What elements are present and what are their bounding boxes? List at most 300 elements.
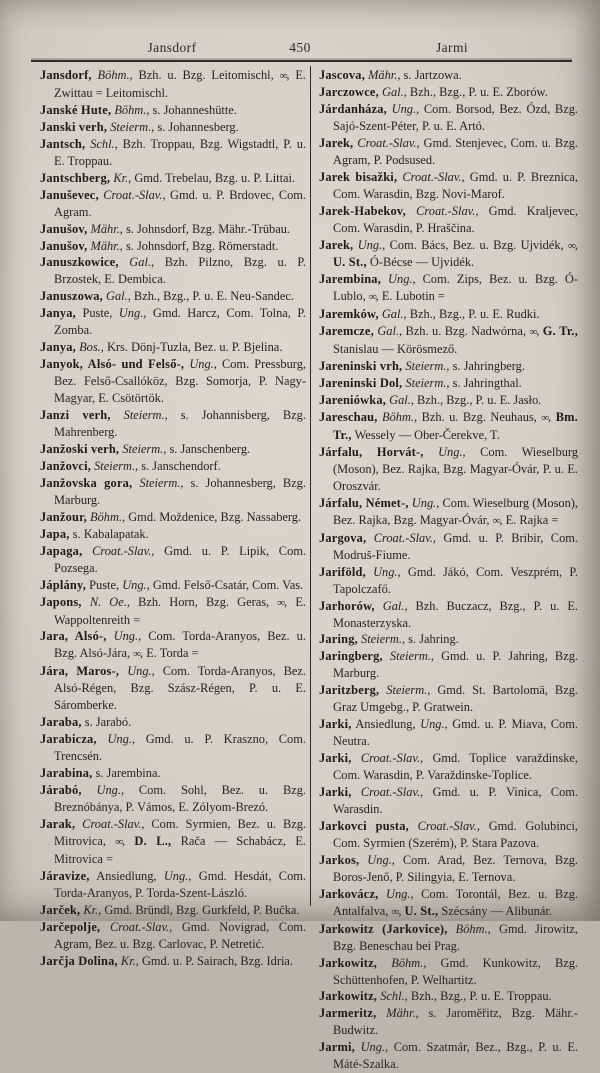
- region-abbreviation: Ung.,: [365, 564, 401, 579]
- gazetteer-entry: [40, 731, 306, 765]
- gazetteer-entry: [319, 988, 578, 1005]
- entry-text: Bzh., Bzg., P. u. E. Neu-Sandec.: [130, 289, 294, 304]
- gazetteer-entry: [40, 919, 306, 953]
- gazetteer-entry: [319, 750, 578, 784]
- gazetteer-entry: [40, 102, 306, 119]
- entry-text: Com. Sohl, Bez. u. Bzg. Breznóbánya, P. Vámos, E. Zólyom-Brezó.: [54, 783, 307, 814]
- region-abbreviation: Croat.-Slav.,: [98, 187, 166, 202]
- gazetteer-entry: [40, 254, 306, 288]
- entry-headword: Jarkowitz,: [319, 989, 378, 1004]
- gazetteer-entry: [40, 868, 306, 902]
- entry-text: s. Janschenberg.: [166, 441, 251, 456]
- entry-text: , E. Rajka =: [499, 512, 559, 527]
- region-abbreviation: Mähr.,: [87, 238, 123, 253]
- gazetteer-entry: [319, 784, 578, 818]
- entry-text: Wessely — Ober-Čerekve, T.: [351, 428, 500, 443]
- entry-text: Szécsány — Alibunár.: [438, 903, 552, 918]
- gazetteer-entry: [319, 852, 578, 886]
- gazetteer-entry: [40, 714, 306, 731]
- post-horn-icon: ∞: [277, 596, 285, 609]
- gazetteer-entry: [40, 577, 306, 594]
- entry-headword: Bm. Tr.,: [333, 410, 578, 443]
- header-rule: [31, 60, 572, 62]
- post-horn-icon: ∞: [133, 648, 140, 661]
- entry-text: Gmd. Jákó, Com. Veszprém, P. Tapolczafő.: [333, 564, 578, 596]
- entry-text: Bzh. u. Bzg. Neuhaus,: [417, 410, 542, 425]
- region-abbreviation: Croat.-Slav.,: [82, 543, 155, 558]
- entry-text: Ansiedlung,: [351, 717, 421, 732]
- region-abbreviation: Kr.,: [110, 170, 132, 185]
- entry-text: Rača — Schabácz, E. Mitrovica =: [54, 833, 306, 866]
- gazetteer-entry: [319, 169, 578, 203]
- gazetteer-entry: [319, 886, 578, 921]
- entry-text: Com. Bács, Bez. u. Bzg. Ujvidék,: [385, 237, 569, 252]
- entry-text: s. Johannisberg, Bzg. Mahrenberg.: [54, 408, 306, 440]
- entry-text: Gmd. Bründl, Bzg. Gurkfeld, P. Bučka.: [101, 902, 300, 917]
- region-abbreviation: Steierm.,: [110, 408, 168, 423]
- entry-headword: Jarmi,: [319, 1040, 355, 1055]
- region-abbreviation: Böhm.,: [111, 102, 150, 117]
- region-abbreviation: Gal.,: [374, 598, 408, 613]
- entry-text: Gmd. Golubinci, Com. Syrmien (Szerém), P. Stara Pazova.: [333, 818, 578, 850]
- entry-headword: Japa,: [40, 526, 70, 541]
- entry-text: Com. Wieselburg (Moson), Bez. Rajka, Bzg. Magyar-Óvár, P. u. E. Oroszvár.: [333, 444, 578, 493]
- gazetteer-entry: [40, 509, 306, 526]
- gazetteer-entry: [40, 305, 306, 339]
- running-head: [0, 40, 600, 58]
- entry-text: Ansiedlung,: [89, 868, 164, 883]
- entry-headword: Jaremcze,: [319, 324, 374, 339]
- region-abbreviation: Ung.,: [359, 852, 395, 867]
- region-abbreviation: Ung.,: [163, 868, 192, 883]
- entry-headword: D. L.,: [134, 833, 172, 848]
- gazetteer-entry: [40, 816, 306, 868]
- entry-headword: Jargova,: [319, 530, 367, 545]
- entry-text: Gmd. Trebelau, Bzg. u. P. Littai.: [131, 170, 296, 185]
- entry-text: Gmd. Kraljevec, Com. Warasdin, P. Hraščina.: [333, 203, 578, 235]
- entry-headword: Jaringberg,: [319, 649, 383, 664]
- entry-text: Gmd. Stenjevec, Com. u. Bzg. Agram, P. Podsused.: [333, 135, 578, 167]
- region-abbreviation: Böhm.,: [377, 955, 427, 970]
- gazetteer-entry: [319, 564, 578, 598]
- entry-text: Gmd. u. P. Kraszno, Com. Trencsén.: [54, 732, 306, 764]
- entry-text: Com. Pressburg, Bez. Felső-Csallóköz, Bzg. Somorja, P. Nagy-Magyar, E. Csötörtök.: [54, 357, 307, 406]
- region-abbreviation: Mähr.,: [376, 1006, 419, 1021]
- entry-headword: Januszowa,: [40, 289, 103, 304]
- gazetteer-entry: [40, 136, 306, 170]
- region-abbreviation: Steierm.,: [382, 649, 434, 664]
- region-abbreviation: Ung.,: [381, 272, 416, 287]
- region-abbreviation: Ung.,: [420, 717, 448, 732]
- region-abbreviation: Gal.,: [118, 255, 155, 270]
- entry-headword: Jarki,: [319, 717, 352, 732]
- entry-headword: Janušov,: [40, 238, 88, 253]
- gazetteer-entry: [319, 358, 578, 375]
- region-abbreviation: Schl.,: [377, 989, 408, 1004]
- gazetteer-entry: [319, 648, 578, 682]
- entry-text: Gmd. u. P. Jahring, Bzg. Marburg.: [333, 649, 578, 681]
- region-abbreviation: Croat.-Slav.,: [351, 751, 424, 766]
- entry-headword: Jarkowitz (Jarkovice),: [319, 921, 448, 936]
- running-head-left-word: Jansdorf: [147, 40, 197, 55]
- entry-text: Krs. Dönj-Tuzla, Bez. u. P. Bjelina.: [103, 340, 283, 355]
- gazetteer-entry: [319, 631, 578, 648]
- gazetteer-entry: [40, 339, 306, 356]
- entry-headword: Jarak,: [40, 816, 76, 831]
- entry-text: Stanislau — Körösmező.: [333, 342, 458, 357]
- post-horn-icon: ∞: [279, 70, 287, 82]
- region-abbreviation: Ung.,: [184, 357, 217, 372]
- gazetteer-entry: [40, 119, 306, 136]
- gazetteer-entry: [40, 765, 306, 782]
- entry-headword: Japons,: [40, 594, 82, 609]
- gazetteer-entry: [40, 356, 306, 407]
- gazetteer-entry: [40, 441, 306, 458]
- gazetteer-entry: [319, 444, 578, 495]
- region-abbreviation: Croat.-Slav.,: [351, 785, 424, 800]
- entry-text: , E. Torda =: [140, 646, 199, 661]
- entry-text: Puste,: [86, 577, 123, 592]
- post-horn-icon: ∞: [492, 514, 500, 527]
- entry-text: Bzh. Buczacz, Bzg., P. u. E. Monasterzyska.: [333, 598, 578, 630]
- entry-text: Com. Zips, Bez. u. Bzg. Ó-Lublo,: [333, 272, 578, 304]
- entry-headword: Jarček,: [40, 902, 81, 917]
- gazetteer-entry: [319, 955, 578, 989]
- entry-text: Bzh. Troppau, Bzg. Wigstadtl, P. u. E. Troppau.: [54, 136, 306, 168]
- entry-text: Puste,: [75, 306, 119, 321]
- running-head-right-word: Jarmi: [436, 40, 468, 55]
- entry-text: Gmd. Moždenice, Bzg. Nassaberg.: [125, 509, 302, 524]
- page-number: 450: [289, 40, 311, 55]
- region-abbreviation: Böhm.,: [91, 68, 133, 82]
- entry-text: Gmd. Harcz, Com. Tolna, P. Zomba.: [54, 306, 306, 338]
- region-abbreviation: Ung.,: [386, 101, 420, 116]
- entry-headword: Janya,: [40, 340, 76, 355]
- region-abbreviation: Steierm.,: [107, 119, 155, 134]
- entry-text: Bzh., Bzg., P. u. E. Zborów.: [406, 84, 548, 99]
- entry-headword: Járabó,: [40, 783, 82, 798]
- region-abbreviation: Ung.,: [122, 577, 150, 592]
- gazetteer-entry: [40, 663, 306, 714]
- text-column-left: [40, 67, 306, 970]
- post-horn-icon: ∞: [368, 291, 376, 304]
- entry-text: Bzh. u. Bzg. Nadwórna,: [402, 324, 530, 339]
- entry-text: Com. Szatmár, Bez., Bzg., P. u. E. Máté-Szalka.: [333, 1040, 578, 1072]
- entry-text: s. Jahringthal.: [449, 376, 522, 391]
- gazetteer-entry: [319, 392, 578, 409]
- region-abbreviation: Ung.,: [81, 783, 125, 798]
- post-horn-icon: ∞: [568, 239, 575, 252]
- region-abbreviation: Ung.,: [353, 237, 386, 252]
- gazetteer-entry: [40, 902, 306, 919]
- gazetteer-entry: [319, 598, 578, 632]
- region-abbreviation: Steierm.,: [402, 359, 450, 374]
- gazetteer-entry: [319, 67, 578, 84]
- entry-headword: Jareninski Dol,: [319, 376, 403, 391]
- entry-text: Gmd. Felső-Csatár, Com. Vas.: [149, 577, 304, 592]
- region-abbreviation: Gal.,: [378, 84, 407, 99]
- gazetteer-entry: [319, 1005, 578, 1039]
- gazetteer-entry: [319, 84, 578, 101]
- gazetteer-entry: [40, 288, 306, 305]
- entry-headword: Jarkos,: [319, 852, 360, 867]
- entry-text: Gmd. Kunkowitz, Bzg. Schüttenhofen, P. Welhartitz.: [333, 955, 578, 987]
- entry-headword: Jarek-Habekov,: [319, 203, 406, 218]
- region-abbreviation: Gal.,: [378, 307, 407, 322]
- entry-headword: Jaritzberg,: [319, 683, 380, 698]
- entry-headword: Jaring,: [319, 632, 358, 647]
- entry-text: Com. Syrmien, Bez. u. Bzg. Mitrovica,: [54, 816, 307, 848]
- entry-headword: Jansdorf,: [40, 68, 92, 82]
- region-abbreviation: Böhm.,: [86, 509, 126, 524]
- entry-text: Gmd. u. P. Miava, Com. Neutra.: [333, 717, 578, 749]
- entry-text: s. Johanneshütte.: [149, 102, 237, 117]
- region-abbreviation: Ung.,: [408, 495, 440, 510]
- gazetteer-entry: [40, 407, 306, 441]
- post-horn-icon: ∞: [541, 412, 549, 425]
- gazetteer-entry: [319, 323, 578, 358]
- gazetteer-entry: [319, 716, 578, 750]
- entry-headword: Járavize,: [40, 868, 90, 883]
- entry-text: ,: [548, 410, 556, 425]
- entry-headword: U. St.,: [333, 255, 367, 270]
- gazetteer-entry: [40, 187, 306, 221]
- region-abbreviation: Ung.,: [106, 629, 142, 644]
- entry-headword: Járdanháza,: [319, 101, 387, 116]
- entry-text: Gmd. u. P. Breznica, Com. Warasdin, Bzg. Novi-Marof.: [333, 169, 578, 201]
- entry-text: Gmd. St. Bartolomä, Bzg. Graz Umgebg., P. Gratwein.: [333, 683, 578, 715]
- entry-headword: Jarkovácz,: [319, 886, 379, 901]
- entry-text: Gmd. u. P. Vinica, Com. Warasdin.: [333, 785, 578, 816]
- entry-headword: Jára, Maros-,: [40, 664, 120, 679]
- entry-headword: Jarembina,: [319, 272, 382, 287]
- gazetteer-entry: [40, 782, 306, 816]
- column-divider-rule: [310, 66, 311, 906]
- region-abbreviation: Böhm.,: [377, 410, 418, 425]
- entry-headword: Janžour,: [40, 509, 87, 524]
- entry-headword: Járfalu, Horvát-,: [319, 444, 424, 459]
- region-abbreviation: Schl.,: [85, 136, 118, 151]
- entry-text: Com. Arad, Bez. Ternova, Bzg. Boros-Jenő, P. Silingyia, E. Ternova.: [333, 852, 578, 884]
- entry-headword: Jarčepolje,: [40, 919, 101, 934]
- entry-headword: Janski verh,: [40, 119, 108, 134]
- entry-headword: Janžovska gora,: [40, 475, 133, 490]
- region-abbreviation: Croat.-Slav.,: [408, 818, 480, 833]
- entry-headword: Jaremków,: [319, 307, 379, 322]
- region-abbreviation: Ung.,: [118, 306, 147, 321]
- entry-text: Com. Borsod, Bez. Ózd, Bzg. Sajó-Szent-Péter, P. u. E. Artó.: [333, 101, 578, 133]
- entry-text: s. Jarabó.: [81, 715, 132, 730]
- entry-text: Bzh. Horn, Bzg. Geras,: [129, 594, 278, 609]
- region-abbreviation: Steierm.,: [402, 376, 450, 391]
- region-abbreviation: Bos.,: [75, 340, 104, 355]
- entry-text: Bzh., Bzg., P. u. E. Rudki.: [406, 307, 540, 322]
- gazetteer-entry: [40, 170, 306, 187]
- entry-headword: Jarki,: [319, 785, 352, 800]
- region-abbreviation: Steierm.,: [91, 458, 139, 473]
- region-abbreviation: Croat.-Slav.,: [397, 169, 465, 184]
- gazetteer-entry: [319, 375, 578, 392]
- region-abbreviation: Gal.,: [386, 393, 414, 408]
- entry-headword: G. Tr.,: [542, 324, 578, 339]
- gazetteer-entry: [40, 543, 306, 577]
- region-abbreviation: Croat.-Slav.,: [75, 816, 145, 831]
- entry-headword: Jarkowitz,: [319, 955, 378, 970]
- region-abbreviation: Croat.-Slav.,: [366, 530, 437, 545]
- entry-text: s. Jahringberg.: [449, 359, 525, 374]
- text-column-right: [319, 67, 578, 1073]
- entry-text: Gmd. Novigrad, Com. Agram, Bez. u. Bzg. Carlovac, P. Netretić.: [54, 919, 306, 951]
- region-abbreviation: Gal.,: [102, 289, 131, 304]
- entry-text: Bzh., Bzg., P. u. E. Jasło.: [413, 393, 542, 408]
- entry-headword: Jarek,: [319, 237, 354, 252]
- entry-text: , E. Zwittau = Leitomischl.: [54, 68, 307, 100]
- entry-headword: Jaraba,: [40, 715, 82, 730]
- entry-headword: Jarki,: [319, 751, 352, 766]
- entry-headword: Janušov,: [40, 221, 88, 236]
- gazetteer-entry: [40, 628, 306, 663]
- entry-headword: Jarek bisažki,: [319, 169, 398, 184]
- entry-text: s. Kabalapatak.: [69, 526, 149, 541]
- entry-headword: Jareschau,: [319, 410, 378, 425]
- entry-headword: Jareninski vrh,: [319, 359, 403, 374]
- entry-headword: Janžovci,: [40, 458, 92, 473]
- entry-headword: Januševec,: [40, 187, 99, 202]
- entry-text: s. Jarembina.: [92, 766, 161, 781]
- entry-text: s. Jahring.: [405, 632, 459, 647]
- entry-headword: Jarabina,: [40, 766, 93, 781]
- entry-text: ,: [536, 324, 543, 339]
- gazetteer-entry: [319, 682, 578, 716]
- gazetteer-entry: [319, 409, 578, 444]
- entry-text: Bzh. u. Bzg. Leitomischl,: [132, 68, 280, 82]
- entry-headword: Jarmeritz,: [319, 1006, 377, 1021]
- region-abbreviation: Kr.,: [117, 953, 139, 968]
- entry-text: s. Jaroměřitz, Bzg. Mähr.-Budwitz.: [333, 1006, 579, 1038]
- entry-text: Ó-Bécse — Ujvidék.: [366, 255, 475, 270]
- gazetteer-entry: [40, 475, 306, 509]
- post-horn-icon: ∞: [391, 905, 399, 918]
- region-abbreviation: Croat.-Slav.,: [100, 919, 173, 934]
- gazetteer-entry: [319, 495, 578, 530]
- entry-text: Gmd. u. P. Bribir, Com. Modruš-Fiume.: [333, 530, 579, 562]
- gazetteer-entry: [40, 594, 306, 629]
- gazetteer-entry: [319, 818, 578, 852]
- entry-headword: Jarkovci pusta,: [319, 818, 409, 833]
- gazetteer-entry: [319, 921, 578, 955]
- entry-text: , E. Wappoltenreith =: [54, 594, 306, 627]
- entry-headword: Jareniówka,: [319, 393, 387, 408]
- gazetteer-entry: [319, 530, 578, 564]
- region-abbreviation: Steierm.,: [379, 683, 431, 698]
- gazetteer-entry: [40, 458, 306, 475]
- entry-text: ,: [574, 237, 578, 252]
- entry-text: s. Johannesberg.: [154, 119, 239, 134]
- post-horn-icon: ∞: [115, 835, 123, 848]
- entry-text: Bzh., Bzg., P. u. E. Troppau.: [407, 989, 552, 1004]
- post-horn-icon: ∞: [529, 326, 537, 339]
- entry-headword: Jarczowce,: [319, 84, 379, 99]
- entry-text: Gmd. u. P. Lipik, Com. Pozsega.: [54, 543, 306, 575]
- region-abbreviation: Steierm.,: [119, 441, 167, 456]
- entry-headword: Jara, Alsó-,: [40, 629, 107, 644]
- region-abbreviation: Ung.,: [423, 444, 466, 459]
- gazetteer-entry: [40, 953, 306, 970]
- entry-text: s. Jartzowa.: [400, 68, 462, 82]
- region-abbreviation: Böhm.,: [447, 921, 491, 936]
- gazetteer-entry: [40, 67, 306, 102]
- entry-headword: Járfalu, Német-,: [319, 495, 409, 510]
- region-abbreviation: Ung.,: [96, 732, 135, 747]
- entry-headword: Jarek,: [319, 135, 354, 150]
- entry-text: ,: [122, 833, 135, 848]
- region-abbreviation: N. Oe.,: [81, 594, 130, 609]
- entry-headword: Jarabicza,: [40, 732, 97, 747]
- gazetteer-entry: [319, 203, 578, 237]
- entry-text: , E. Lubotin =: [375, 289, 445, 304]
- entry-headword: Jascova,: [319, 68, 365, 82]
- gazetteer-entry: [319, 306, 578, 323]
- entry-text: Bzh. Pilzno, Bzg. u. P. Brzostek, E. Dembica.: [54, 255, 306, 287]
- gazetteer-entry: [319, 1039, 578, 1073]
- entry-headword: Jáplány,: [40, 577, 87, 592]
- region-abbreviation: Ung.,: [119, 664, 155, 679]
- gazetteer-entry: [319, 237, 578, 272]
- entry-text: s. Johnsdorf, Bzg. Mähr.-Trübau.: [122, 221, 291, 236]
- entry-headword: Jarhorów,: [319, 598, 375, 613]
- entry-headword: Jarčja Dolina,: [40, 953, 118, 968]
- entry-headword: Japaga,: [40, 543, 83, 558]
- gazetteer-entry: [319, 271, 578, 306]
- region-abbreviation: Mähr.,: [87, 221, 123, 236]
- gazetteer-entry: [40, 526, 306, 543]
- gazetteer-entry: [319, 101, 578, 135]
- gazetteer-entry: [40, 221, 306, 238]
- entry-headword: Janžoski verh,: [40, 441, 120, 456]
- entry-headword: Janzi verh,: [40, 408, 111, 423]
- entry-text: s. Johnsdorf, Bzg. Römerstadt.: [122, 238, 279, 253]
- entry-text: Gmd. Jirowitz, Bzg. Beneschau bei Prag.: [333, 921, 578, 953]
- region-abbreviation: Steierm.,: [132, 475, 184, 490]
- entry-text: Gmd. u. P. Brdovec, Com. Agram.: [54, 187, 307, 219]
- entry-text: Gmd. u. P. Sairach, Bzg. Idria.: [138, 953, 294, 968]
- gazetteer-entry: [319, 135, 578, 169]
- entry-headword: Jantschberg,: [40, 170, 111, 185]
- entry-text: Com. Torontál, Bez. u. Bzg. Antalfalva,: [333, 886, 578, 918]
- entry-headword: U. St.,: [404, 903, 439, 918]
- entry-headword: Janské Hute,: [40, 102, 112, 117]
- entry-text: s. Janschendorf.: [138, 458, 221, 473]
- entry-headword: Jariföld,: [319, 564, 366, 579]
- entry-text: Com. Torda-Aranyos, Bez. Alsó-Régen, Bzg. Szász-Régen, P. u. E. Sáromberke.: [54, 664, 307, 713]
- entry-headword: Janya,: [40, 306, 76, 321]
- region-abbreviation: Croat.-Slav.,: [405, 203, 479, 218]
- entry-text: Gmd. Toplice varaždinske, Com. Warasdin, P. Varaždinske-Toplice.: [333, 751, 578, 783]
- entry-headword: Janyok, Alsó- und Felső-,: [40, 357, 185, 372]
- gazetteer-entry: [40, 238, 306, 255]
- region-abbreviation: Steierm.,: [357, 632, 406, 647]
- entry-headword: Januszkowice,: [40, 255, 119, 270]
- region-abbreviation: Gal.,: [373, 324, 403, 339]
- entry-text: ,: [398, 903, 405, 918]
- region-abbreviation: Mähr.,: [365, 68, 401, 82]
- region-abbreviation: Croat.-Slav.,: [353, 135, 420, 150]
- region-abbreviation: Ung.,: [354, 1040, 389, 1055]
- region-abbreviation: Kr.,: [80, 902, 102, 917]
- entry-text: s. Johannesberg, Bzg. Marburg.: [54, 475, 306, 507]
- entry-text: Gmd. Hesdát, Com. Torda-Aranyos, P. Torda-Szent-László.: [54, 868, 306, 900]
- entry-text: Com. Wieselburg (Moson), Bez. Rajka, Bzg. Magyar-Óvár,: [333, 495, 579, 527]
